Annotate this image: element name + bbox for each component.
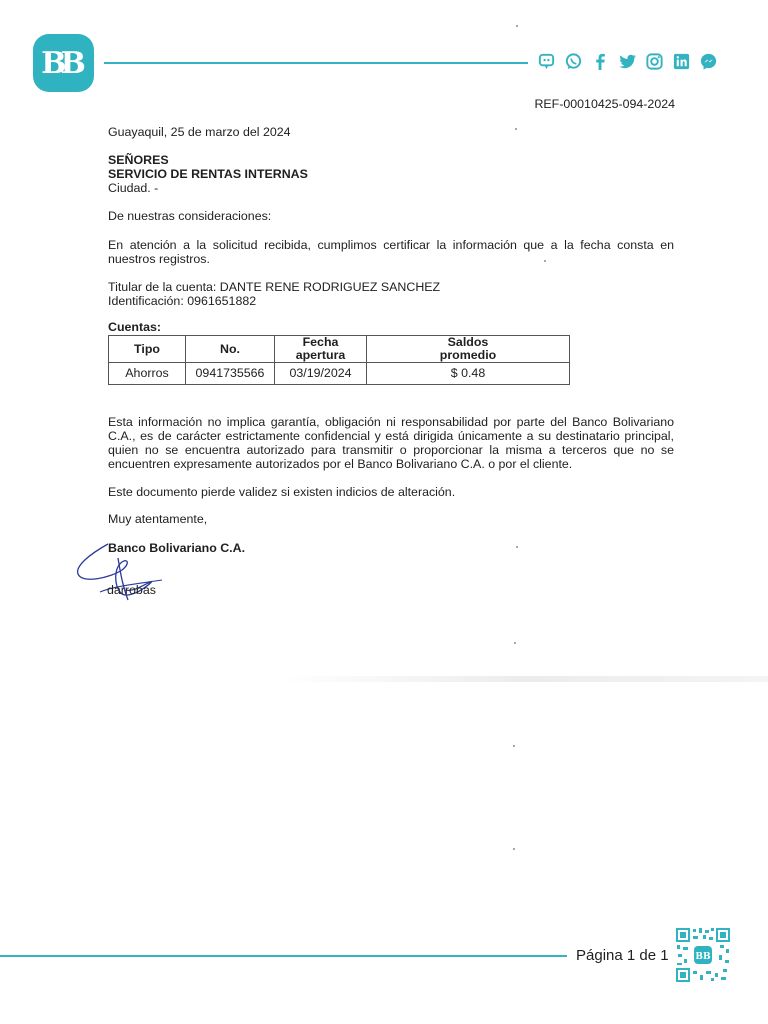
header-cell: [275, 336, 367, 363]
account-type-cell: Ahorros: [109, 363, 186, 385]
intro-paragraph: En atención a la solicitud recibida, cumplimos certificar la información que a la fecha consta en nuestros registros.: [108, 238, 674, 266]
header-rule: [104, 62, 528, 64]
chat-icon[interactable]: [537, 52, 556, 71]
recipient-city: Ciudad. -: [108, 181, 159, 195]
opening-date-cell: 03/19/2024: [275, 363, 367, 385]
whatsapp-icon[interactable]: [564, 52, 583, 71]
holder-identification: Identificación: 0961651882: [108, 294, 257, 308]
recipient-block: [108, 153, 308, 195]
closing-line: Muy atentamente,: [108, 512, 208, 526]
header-cell: Tipo: [109, 336, 186, 363]
signer-username: darrobas: [107, 583, 156, 597]
bank-logo: [33, 34, 94, 92]
reference-number: REF-00010425-094-2024: [534, 97, 675, 111]
bank-logo-text: BB: [41, 45, 80, 81]
qr-logo-text: BB: [695, 952, 711, 962]
disclaimer-paragraph: Esta información no implica garantía, obligación ni responsabilidad por parte del Banco Bolivariano C.A., es de carácter estrictamente confidencial y está dirigida únicamente a su destinatario principal, quien no se encuentra autorizado para transmitir o proporcionar la misma a terceros que no se encuentren expresamente autorizados por el Banco Bolivariano C.A. o por el cliente.: [108, 415, 674, 471]
greeting: De nuestras consideraciones:: [108, 209, 272, 223]
account-number-cell: 0941735566: [186, 363, 275, 385]
accounts-table: [108, 335, 570, 385]
table-row: [109, 363, 570, 385]
recipient-organization: SERVICIO DE RENTAS INTERNAS: [108, 167, 308, 181]
messenger-icon[interactable]: [699, 52, 718, 71]
scan-speck: [516, 25, 518, 27]
accounts-title: Cuentas:: [108, 320, 162, 334]
header-cell-text: Saldos promedio: [439, 335, 497, 362]
header-cell: No.: [186, 336, 275, 363]
linkedin-icon[interactable]: [672, 52, 691, 71]
signer-organization: Banco Bolivariano C.A.: [108, 541, 246, 555]
facebook-icon[interactable]: [591, 52, 610, 71]
instagram-icon[interactable]: [645, 52, 664, 71]
social-icons: [537, 52, 718, 71]
validity-note: Este documento pierde validez si existen indicios de alteración.: [108, 485, 456, 499]
header-cell-text: Fecha apertura: [295, 335, 346, 362]
scan-speck: [516, 546, 518, 548]
date-line: Guayaquil, 25 de marzo del 2024: [108, 125, 291, 139]
page-number: Página 1 de 1: [576, 947, 669, 964]
table-header-row: [109, 336, 570, 363]
holder-block: [108, 280, 440, 308]
scan-speck: [513, 745, 515, 747]
footer-rule: [0, 955, 567, 957]
twitter-icon[interactable]: [618, 52, 637, 71]
scan-speck: [544, 260, 546, 262]
scan-speck: [514, 642, 516, 644]
qr-code: [675, 927, 731, 983]
recipient-title: SEÑORES: [108, 153, 169, 167]
header-cell: [367, 336, 570, 363]
scan-artifact: [280, 676, 768, 682]
holder-name: Titular de la cuenta: DANTE RENE RODRIGUEZ SANCHEZ: [108, 280, 441, 294]
scan-speck: [515, 128, 517, 130]
average-balance-cell: $ 0.48: [367, 363, 570, 385]
scan-speck: [513, 848, 515, 850]
